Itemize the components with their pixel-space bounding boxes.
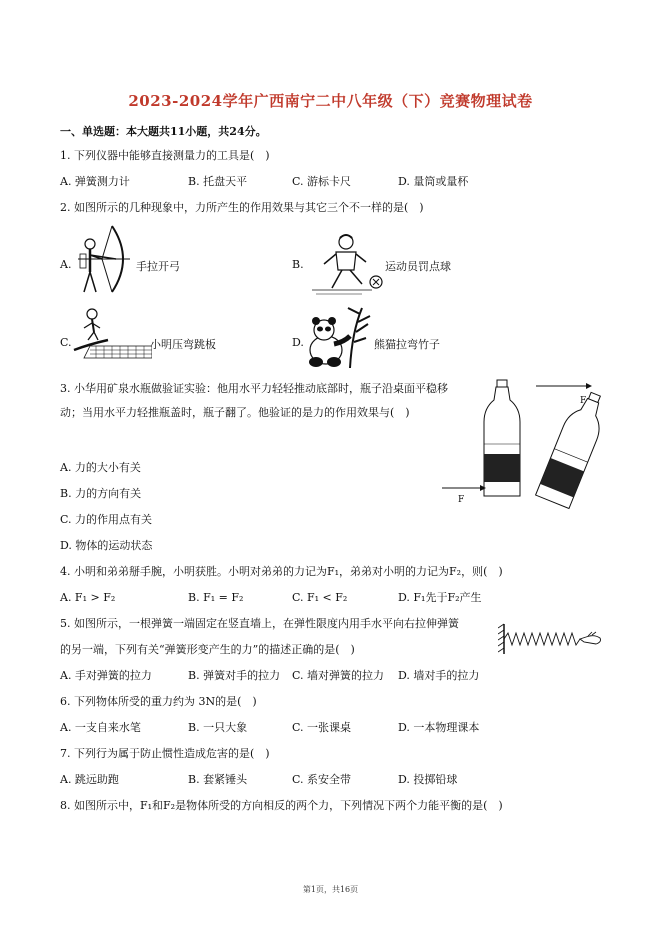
page-title: 2023-2024学年广西南宁二中八年级（下）竞赛物理试卷 [128, 92, 533, 110]
question-5-stem-line1: 5. 如图所示，一根弹簧一端固定在竖直墙上，在弹性限度内用手水平向右拉伸弹簧 [60, 617, 459, 630]
soccer-player-figure [302, 230, 386, 298]
force-label-bottom: F [458, 495, 465, 505]
q5-option-c[interactable]: C. 墙对弹簧的拉力 [292, 669, 385, 682]
q3-option-b[interactable]: B. 力的方向有关 [60, 487, 142, 500]
q2-option-a-label: 手拉开弓 [136, 260, 180, 273]
q5-option-a[interactable]: A. 手对弹簧的拉力 [60, 669, 152, 682]
q7-option-a[interactable]: A. 跳远助跑 [60, 773, 119, 786]
q1-option-b[interactable]: B. 托盘天平 [188, 175, 248, 188]
q3-option-c[interactable]: C. 力的作用点有关 [60, 513, 153, 526]
spring-wall-figure [498, 620, 604, 658]
question-6-stem: 6. 下列物体所受的重力约为 3N的是( ) [60, 695, 257, 708]
q1-option-d[interactable]: D. 量筒或量杯 [398, 175, 469, 188]
question-8-stem: 8. 如图所示中，F₁和F₂是物体所受的方向相反的两个力，下列情况下两个力能平衡的是( ) [60, 799, 503, 812]
question-5-stem-line2: 的另一端，下列有关“弹簧形变产生的力”的描述正确的是( ) [60, 643, 355, 656]
q7-option-b[interactable]: B. 套紧锤头 [188, 773, 248, 786]
q2-option-b-label: 运动员罚点球 [385, 260, 451, 273]
q4-option-d[interactable]: D. F₁先于F₂产生 [398, 591, 482, 604]
q2-option-c-letter[interactable]: C. [60, 336, 72, 349]
q5-option-d[interactable]: D. 墙对手的拉力 [398, 669, 480, 682]
question-3-stem: 3. 小华用矿泉水瓶做验证实验：他用水平力轻轻推动底部时，瓶子沿桌面平稳移动；当用水平力轻推瓶盖时，瓶子翻了。他验证的是力的作用效果与( ) [60, 382, 448, 419]
question-2-stem: 2. 如图所示的几种现象中，力所产生的作用效果与其它三个不一样的是( ) [60, 201, 424, 214]
q1-option-c[interactable]: C. 游标卡尺 [292, 175, 352, 188]
q3-option-d[interactable]: D. 物体的运动状态 [60, 539, 153, 552]
q6-option-d[interactable]: D. 一本物理课本 [398, 721, 480, 734]
q6-option-a[interactable]: A. 一支自来水笔 [60, 721, 141, 734]
archer-figure [72, 222, 134, 296]
q6-option-b[interactable]: B. 一只大象 [188, 721, 248, 734]
panda-bamboo-figure [304, 302, 374, 370]
q2-option-d-letter[interactable]: D. [292, 336, 304, 349]
q1-option-a[interactable]: A. 弹簧测力计 [60, 175, 130, 188]
bottle-experiment-figure [436, 378, 616, 512]
q3-option-a[interactable]: A. 力的大小有关 [60, 461, 141, 474]
q2-option-d-label: 熊猫拉弯竹子 [374, 338, 440, 351]
page-footer: 第1页，共16页 [302, 885, 359, 894]
q2-option-c-label: 小明压弯跳板 [150, 338, 216, 351]
q2-option-b-letter[interactable]: B. [292, 258, 304, 271]
q6-option-c[interactable]: C. 一张课桌 [292, 721, 352, 734]
question-4-stem: 4. 小明和弟弟掰手腕，小明获胜。小明对弟弟的力记为F₁，弟弟对小明的力记为F₂，则( ) [60, 565, 503, 578]
q2-option-a-letter[interactable]: A. [60, 258, 72, 271]
question-7-stem: 7. 下列行为属于防止惯性造成危害的是( ) [60, 747, 270, 760]
force-label-top: F [580, 396, 587, 406]
q7-option-d[interactable]: D. 投掷铅球 [398, 773, 458, 786]
q7-option-c[interactable]: C. 系安全带 [292, 773, 352, 786]
q5-option-b[interactable]: B. 弹簧对手的拉力 [188, 669, 281, 682]
q4-option-b[interactable]: B. F₁ = F₂ [188, 591, 244, 604]
section-header: 一、单选题：本大题共11小题，共24分。 [60, 125, 267, 138]
q4-option-c[interactable]: C. F₁ < F₂ [292, 591, 348, 604]
diving-board-figure [70, 306, 152, 362]
q4-option-a[interactable]: A. F₁ > F₂ [60, 591, 116, 604]
question-1-stem: 1. 下列仪器中能够直接测量力的工具是( ) [60, 149, 270, 162]
